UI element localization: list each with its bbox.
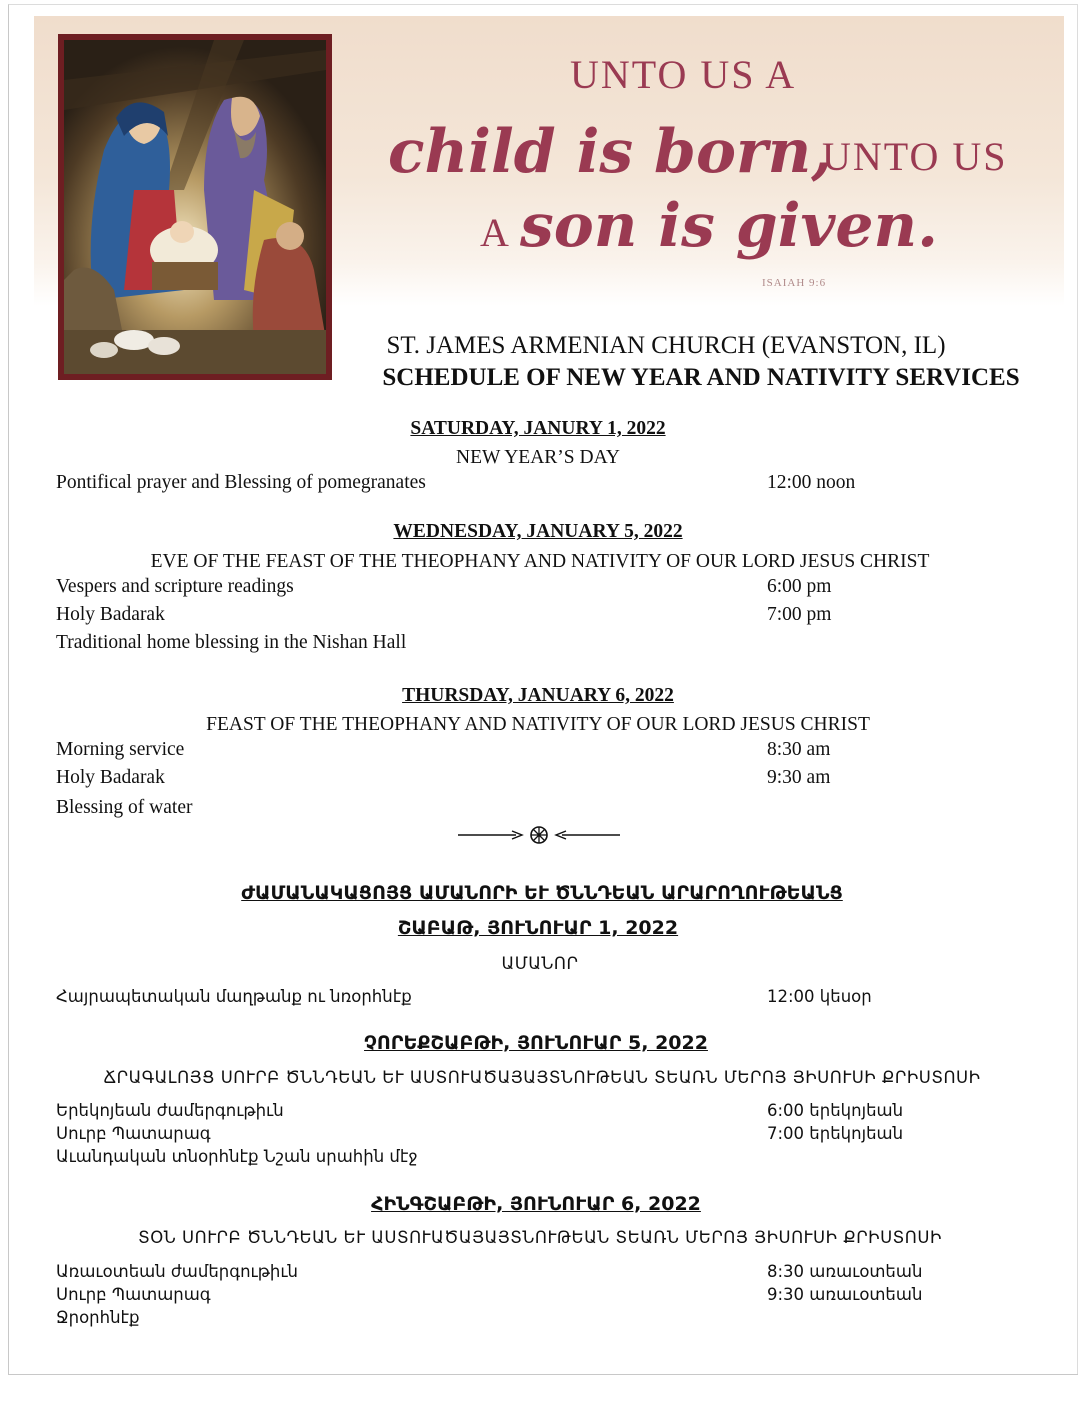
- scripture-verse: [380, 46, 1040, 296]
- armenian-title: ԺԱՄԱՆԱԿԱՑՈՅՑ ԱՄԱՆՈՐԻ ԵՒ ԾՆՆԴԵԱՆ ԱՐԱՐՈՂՈՒԹԵԱՆՑ: [241, 882, 843, 904]
- armenian-day3-subtitle: ՏՕՆ ՍՈՒՐԲ ԾՆՆԴԵԱՆ ԵՒ ԱՍՏՈՒԱԾԱՅԱՅՏՆՈՒԹԵԱՆ ՏԵԱՌՆ ՄԵՐՈՅ ՅԻՍՈՒՍԻ ՔՐԻՍՏՈՍԻ: [138, 1228, 942, 1247]
- armenian-day2-item3-label: Աւանդական տնօրհնէք Նշան սրահին մէջ: [56, 1147, 418, 1166]
- verse-line1: UNTO US A: [570, 52, 797, 97]
- english-day2-item2-label: Holy Badarak: [56, 604, 165, 625]
- english-day1-item1-label: Pontifical prayer and Blessing of pomegranates: [56, 472, 426, 493]
- armenian-day3-item2-label: Սուրբ Պատարագ: [56, 1285, 211, 1304]
- english-day1-subtitle: NEW YEAR’S DAY: [456, 447, 620, 468]
- english-day3-item2-label: Holy Badarak: [56, 767, 165, 788]
- armenian-day1-item1-label: Հայրապետական մաղթանք ու նռօրհնէք: [56, 987, 412, 1006]
- english-day2-item3-label: Traditional home blessing in the Nishan Hall: [56, 632, 407, 653]
- armenian-day3-item1-time: 8:30 առաւօտեան: [767, 1262, 923, 1281]
- verse-line3-script: son is given.: [520, 191, 939, 261]
- armenian-day1-item1-time: 12:00 կեսօր: [767, 987, 872, 1006]
- nativity-painting: [58, 34, 332, 380]
- armenian-day3-item2-time: 9:30 առաւօտեան: [767, 1285, 923, 1304]
- english-day3-item2-time: 9:30 am: [767, 767, 831, 788]
- armenian-day2-item1-label: Երեկոյեան ժամերգութիւն: [56, 1101, 284, 1120]
- armenian-day3-item3-label: Ջրօրհնէք: [56, 1308, 140, 1327]
- english-day3-date: THURSDAY, JANUARY 6, 2022: [402, 685, 674, 706]
- armenian-day2-date: ՉՈՐԵՔՇԱԲԹԻ, ՅՈՒՆՈՒԱՐ 5, 2022: [364, 1032, 708, 1054]
- english-day3-item1-label: Morning service: [56, 739, 185, 760]
- armenian-day1-date: ՇԱԲԱԹ, ՅՈՒՆՈՒԱՐ 1, 2022: [397, 917, 679, 939]
- english-day3-item1-time: 8:30 am: [767, 739, 831, 760]
- english-day1-item1-time: 12:00 noon: [767, 472, 856, 493]
- english-day2-item1-label: Vespers and scripture readings: [56, 576, 294, 597]
- armenian-day2-item2-time: 7:00 երեկոյեան: [767, 1124, 904, 1143]
- verse-line2-caps: UNTO US: [822, 134, 1008, 179]
- page-bottom-line: [8, 1374, 1078, 1375]
- nativity-scene-image: [64, 40, 326, 374]
- english-day2-subtitle: EVE OF THE FEAST OF THE THEOPHANY AND NATIVITY OF OUR LORD JESUS CHRIST: [150, 551, 930, 572]
- english-day3-subtitle: FEAST OF THE THEOPHANY AND NATIVITY OF OUR LORD JESUS CHRIST: [206, 714, 870, 735]
- armenian-day2-subtitle: ՃՐԱԳԱԼՈՅՑ ՍՈՒՐԲ ԾՆՆԴԵԱՆ ԵՒ ԱՍՏՈՒԱԾԱՅԱՅՏՆՈՒԹԵԱՆ ՏԵԱՌՆ ՄԵՐՈՅ ՅԻՍՈՒՍԻ ՔՐԻՍՏՈՍԻ: [103, 1068, 981, 1087]
- verse-line2-script: child is born,: [388, 117, 833, 187]
- english-day1-date: SATURDAY, JANURY 1, 2022: [410, 418, 666, 439]
- ornament-divider: [456, 824, 622, 846]
- schedule-title: SCHEDULE OF NEW YEAR AND NATIVITY SERVICES: [382, 364, 1020, 391]
- english-day3-item3-label: Blessing of water: [56, 797, 193, 818]
- armenian-day1-subtitle: ԱՄԱՆՈՐ: [501, 954, 579, 973]
- church-name: ST. JAMES ARMENIAN CHURCH (EVANSTON, IL): [386, 332, 946, 359]
- armenian-day3-date: ՀԻՆԳՇԱԲԹԻ, ՅՈՒՆՈՒԱՐ 6, 2022: [371, 1193, 701, 1215]
- armenian-day2-item1-time: 6:00 երեկոյեան: [767, 1101, 904, 1120]
- verse-citation: ISAIAH 9:6: [762, 277, 827, 289]
- armenian-day2-item2-label: Սուրբ Պատարագ: [56, 1124, 211, 1143]
- english-day2-date: WEDNESDAY, JANUARY 5, 2022: [393, 521, 683, 542]
- english-day2-item2-time: 7:00 pm: [767, 604, 832, 625]
- english-day2-item1-time: 6:00 pm: [767, 576, 832, 597]
- verse-line3-caps: A: [480, 210, 509, 255]
- armenian-day3-item1-label: Առաւօտեան ժամերգութիւն: [56, 1262, 298, 1281]
